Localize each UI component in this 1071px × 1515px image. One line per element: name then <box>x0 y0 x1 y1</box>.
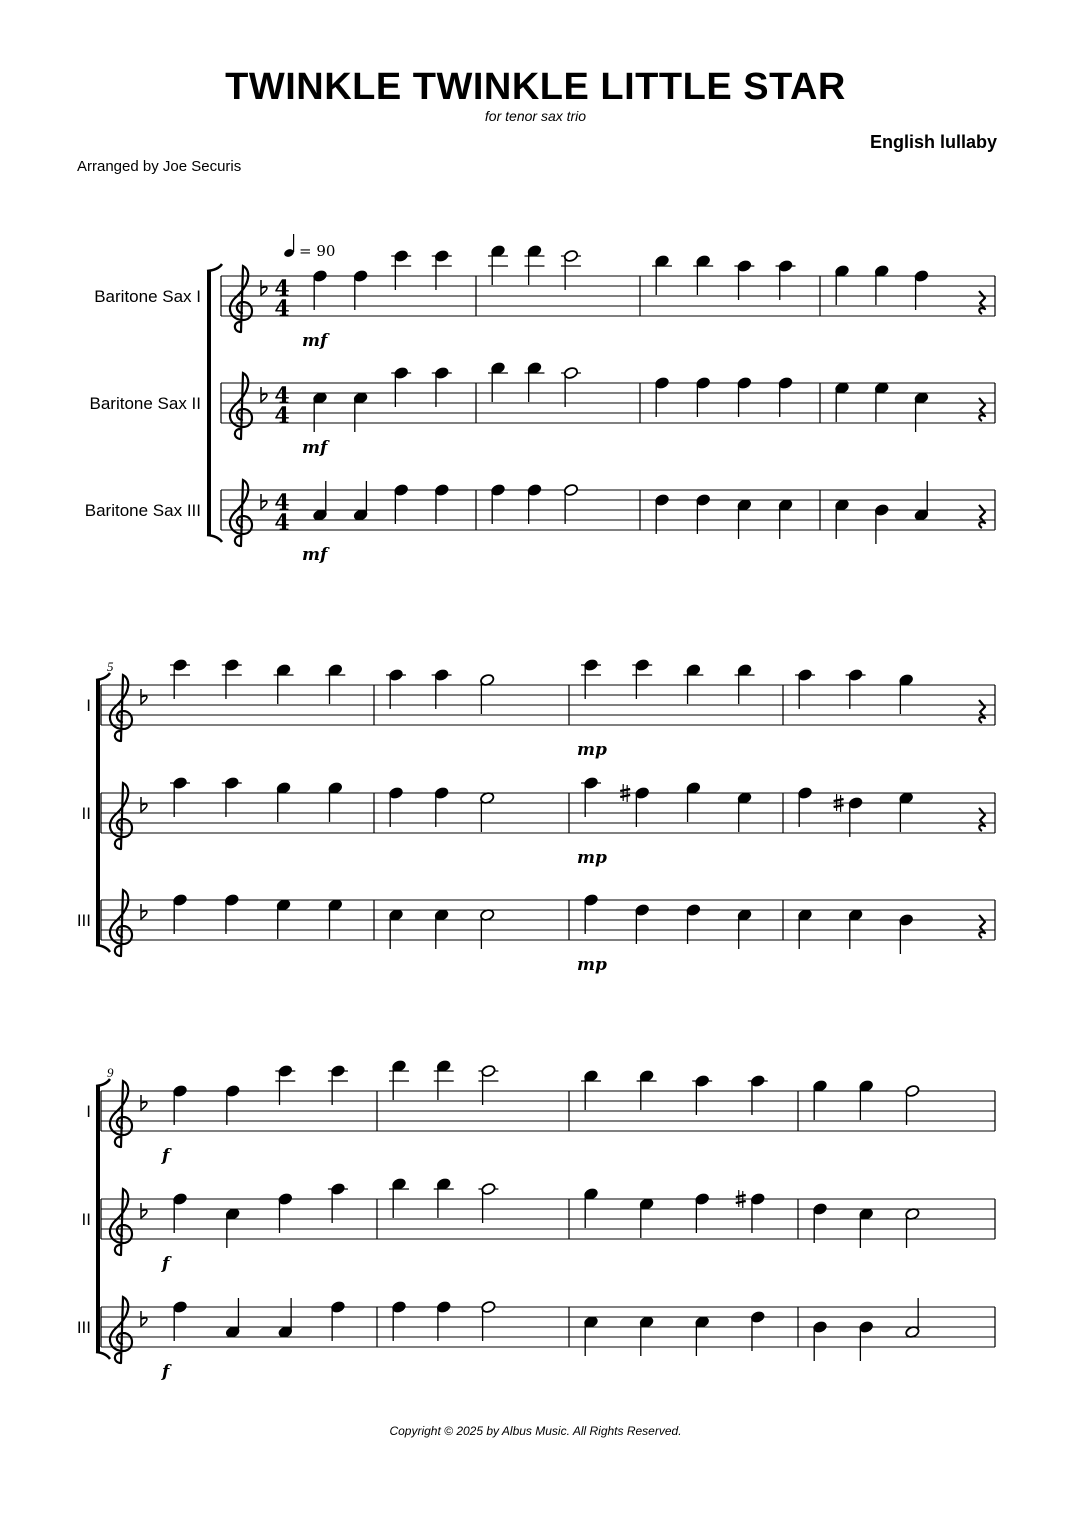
note <box>654 376 669 417</box>
note <box>222 658 242 699</box>
time-signature-top: 4 <box>274 383 290 409</box>
note <box>488 361 508 402</box>
tempo-marking <box>283 234 335 260</box>
note <box>524 361 544 402</box>
time-signature-bottom: 4 <box>274 510 290 536</box>
note <box>391 249 411 290</box>
note <box>683 663 703 704</box>
note <box>776 259 796 300</box>
note <box>524 244 544 285</box>
note <box>905 1084 920 1125</box>
key-signature-flat-icon <box>141 1311 147 1326</box>
quarter-rest-icon <box>979 915 985 938</box>
dynamic-marking: f <box>162 1362 170 1382</box>
note <box>834 794 864 837</box>
dynamic-marking: f <box>162 1146 170 1166</box>
note <box>834 264 849 305</box>
note <box>353 269 368 310</box>
note <box>172 893 187 934</box>
note <box>488 244 508 285</box>
note <box>797 908 812 949</box>
instrument-name: III <box>76 911 91 930</box>
instrument-name: Baritone Sax II <box>89 394 201 413</box>
note <box>434 1059 454 1100</box>
key-signature-flat-icon <box>261 387 267 402</box>
note <box>914 391 929 432</box>
note <box>330 1300 345 1341</box>
note <box>859 1207 874 1248</box>
note <box>170 776 190 817</box>
staff <box>82 1177 995 1274</box>
dynamic-marking: mp <box>577 955 607 975</box>
note <box>859 1320 874 1361</box>
note <box>695 1192 710 1233</box>
note <box>812 1202 827 1243</box>
note <box>639 1197 654 1238</box>
dynamic-marking: mf <box>302 331 328 351</box>
key-signature-flat-icon <box>141 797 147 812</box>
note <box>899 913 914 954</box>
note <box>581 658 601 699</box>
note <box>276 898 291 939</box>
note <box>834 381 849 422</box>
note <box>478 1064 498 1105</box>
note <box>632 658 652 699</box>
time-signature-top: 4 <box>274 490 290 516</box>
note <box>275 1064 295 1105</box>
note <box>686 903 701 944</box>
note <box>693 254 713 295</box>
note <box>480 673 495 714</box>
note <box>312 269 327 310</box>
note <box>434 908 449 949</box>
staff <box>77 890 995 975</box>
system-3 <box>77 1059 995 1382</box>
score-title: TWINKLE TWINKLE LITTLE STAR <box>225 66 846 108</box>
note <box>905 1207 920 1248</box>
note <box>563 483 578 524</box>
instrument-name: II <box>81 1210 91 1229</box>
note <box>480 908 495 949</box>
note <box>692 1074 712 1115</box>
instrument-name: Baritone Sax III <box>84 501 201 520</box>
dynamic-marking: mp <box>577 740 607 760</box>
note <box>795 668 815 709</box>
note <box>278 1192 293 1233</box>
dynamic-marking: mf <box>302 438 328 458</box>
dynamic-marking: f <box>162 1254 170 1274</box>
staff <box>85 480 995 565</box>
system-2 <box>77 658 995 975</box>
time-signature-bottom: 4 <box>274 296 290 322</box>
system-bracket <box>207 264 222 542</box>
note <box>778 498 793 539</box>
note <box>778 376 793 417</box>
note <box>328 1064 348 1105</box>
note <box>736 1190 766 1233</box>
note <box>639 1315 654 1356</box>
composer-credit: English lullaby <box>869 132 997 152</box>
note <box>388 908 403 949</box>
key-signature-flat-icon <box>141 904 147 919</box>
staff <box>89 361 995 458</box>
note <box>561 249 581 290</box>
note <box>172 1192 187 1233</box>
note <box>225 1084 240 1125</box>
note <box>750 1310 765 1351</box>
note <box>481 1300 496 1341</box>
quarter-rest-icon <box>979 505 985 528</box>
note <box>797 786 812 827</box>
instrument-name: Baritone Sax I <box>94 287 201 306</box>
note <box>735 663 755 704</box>
measure-number: 5 <box>107 659 114 674</box>
note <box>328 898 343 939</box>
note <box>434 1177 454 1218</box>
staff <box>86 658 995 760</box>
note <box>734 259 754 300</box>
note <box>695 1315 710 1356</box>
quarter-rest-icon <box>979 398 985 421</box>
note <box>581 1069 601 1110</box>
note <box>583 1187 598 1228</box>
note <box>527 483 542 524</box>
note <box>394 483 409 524</box>
note <box>391 366 411 407</box>
copyright-notice: Copyright © 2025 by Albus Music. All Rights Reserved. <box>389 1424 682 1438</box>
note <box>637 1069 657 1110</box>
note <box>224 893 239 934</box>
note <box>583 1315 598 1356</box>
note <box>312 391 327 432</box>
note <box>812 1079 827 1120</box>
note <box>389 1059 409 1100</box>
note <box>480 791 495 832</box>
note <box>581 776 601 817</box>
time-signature-top: 4 <box>274 276 290 302</box>
note <box>874 381 889 422</box>
note <box>436 1300 451 1341</box>
note <box>899 673 914 714</box>
note <box>490 483 505 524</box>
note <box>635 903 650 944</box>
quarter-rest-icon <box>979 808 985 831</box>
note <box>432 366 452 407</box>
note <box>432 249 452 290</box>
note <box>225 1207 240 1248</box>
note <box>859 1079 874 1120</box>
note <box>389 1177 409 1218</box>
instrument-name: I <box>86 696 91 715</box>
note <box>874 264 889 305</box>
note <box>312 481 327 522</box>
note <box>748 1074 768 1115</box>
note <box>846 668 866 709</box>
note <box>686 781 701 822</box>
dynamic-marking: mf <box>302 545 328 565</box>
note <box>874 503 889 544</box>
key-signature-flat-icon <box>141 689 147 704</box>
staff <box>86 1059 995 1166</box>
note <box>561 366 581 407</box>
note <box>388 786 403 827</box>
note <box>812 1320 827 1361</box>
note <box>276 781 291 822</box>
time-signature-bottom: 4 <box>274 403 290 429</box>
note <box>620 784 650 827</box>
note <box>737 791 752 832</box>
note <box>328 781 343 822</box>
note <box>391 1300 406 1341</box>
dynamic-marking: mp <box>577 848 607 868</box>
note <box>434 483 449 524</box>
note <box>172 1084 187 1125</box>
note <box>914 269 929 310</box>
note <box>432 668 452 709</box>
note <box>914 481 929 522</box>
system-1 <box>85 244 995 565</box>
note <box>274 663 294 704</box>
note <box>905 1298 920 1339</box>
note <box>696 376 711 417</box>
instrument-name: I <box>86 1102 91 1121</box>
quarter-rest-icon <box>979 291 985 314</box>
measure-number: 9 <box>107 1065 114 1080</box>
note <box>386 668 406 709</box>
note <box>899 791 914 832</box>
note <box>654 493 669 534</box>
note <box>583 893 598 934</box>
note <box>225 1298 240 1339</box>
note <box>172 1300 187 1341</box>
note <box>170 658 190 699</box>
note <box>737 376 752 417</box>
quarter-rest-icon <box>979 700 985 723</box>
key-signature-flat-icon <box>261 494 267 509</box>
score-subtitle: for tenor sax trio <box>484 108 587 124</box>
note <box>353 391 368 432</box>
note <box>222 776 242 817</box>
staff <box>94 244 995 351</box>
note <box>696 493 711 534</box>
note <box>325 663 345 704</box>
note <box>434 786 449 827</box>
tempo-value: = 90 <box>299 242 336 260</box>
instrument-name: II <box>81 804 91 823</box>
key-signature-flat-icon <box>261 280 267 295</box>
note <box>328 1182 348 1223</box>
arranger-credit: Arranged by Joe Securis <box>77 158 242 175</box>
note <box>278 1298 293 1339</box>
note <box>834 498 849 539</box>
note <box>848 908 863 949</box>
note <box>652 254 672 295</box>
staff <box>77 1297 995 1382</box>
instrument-name: III <box>76 1318 91 1337</box>
note <box>353 481 368 522</box>
note <box>737 498 752 539</box>
key-signature-flat-icon <box>141 1203 147 1218</box>
key-signature-flat-icon <box>141 1095 147 1110</box>
note <box>478 1182 498 1223</box>
staff <box>82 776 995 868</box>
note <box>737 908 752 949</box>
